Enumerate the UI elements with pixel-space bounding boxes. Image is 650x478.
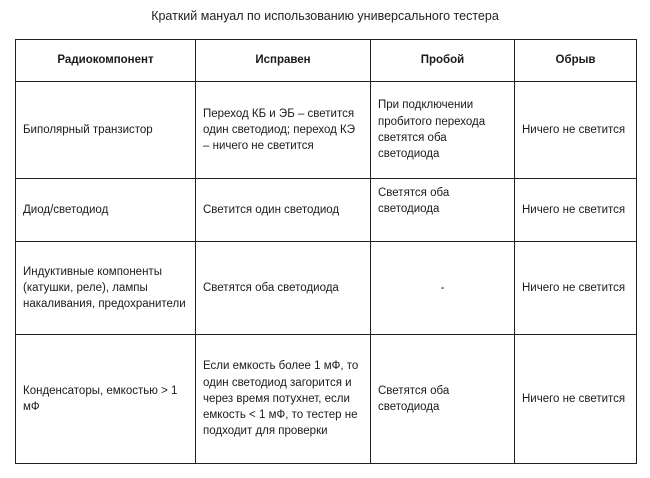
header-ok: Исправен bbox=[196, 40, 371, 82]
table-row bbox=[16, 179, 637, 242]
cell-ok: Светится один светодиод bbox=[196, 179, 371, 242]
cell-open: Ничего не светится bbox=[515, 335, 637, 464]
cell-open: Ничего не светится bbox=[515, 179, 637, 242]
cell-component: Диод/светодиод bbox=[16, 179, 196, 242]
table-row bbox=[16, 335, 637, 464]
cell-open: Ничего не светится bbox=[515, 82, 637, 179]
cell-ok: Светятся оба светодиода bbox=[196, 242, 371, 335]
cell-ok: Если емкость более 1 мФ, то один светодиод загорится и через время потухнет, если емкость < 1 мФ, то тестер не подходит для проверки bbox=[196, 335, 371, 464]
cell-breakdown: - bbox=[371, 242, 515, 335]
header-row bbox=[16, 40, 637, 82]
cell-component: Биполярный транзистор bbox=[16, 82, 196, 179]
cell-breakdown: Светятся оба светодиода bbox=[371, 335, 515, 464]
tester-manual-table bbox=[15, 39, 637, 464]
cell-component: Конденсаторы, емкостью > 1 мФ bbox=[16, 335, 196, 464]
cell-ok: Переход КБ и ЭБ – светится один светодиод; переход КЭ – ничего не светится bbox=[196, 82, 371, 179]
header-component: Радиокомпонент bbox=[16, 40, 196, 82]
cell-component: Индуктивные компоненты (катушки, реле), лампы накаливания, предохранители bbox=[16, 242, 196, 335]
header-breakdown: Пробой bbox=[371, 40, 515, 82]
cell-open: Ничего не светится bbox=[515, 242, 637, 335]
header-open: Обрыв bbox=[515, 40, 637, 82]
cell-breakdown: Светятся оба светодиода bbox=[371, 179, 515, 242]
table-row bbox=[16, 82, 637, 179]
cell-breakdown: При подключении пробитого перехода светятся оба светодиода bbox=[371, 82, 515, 179]
table-row bbox=[16, 242, 637, 335]
page-title: Краткий мануал по использованию универсального тестера bbox=[151, 9, 499, 23]
